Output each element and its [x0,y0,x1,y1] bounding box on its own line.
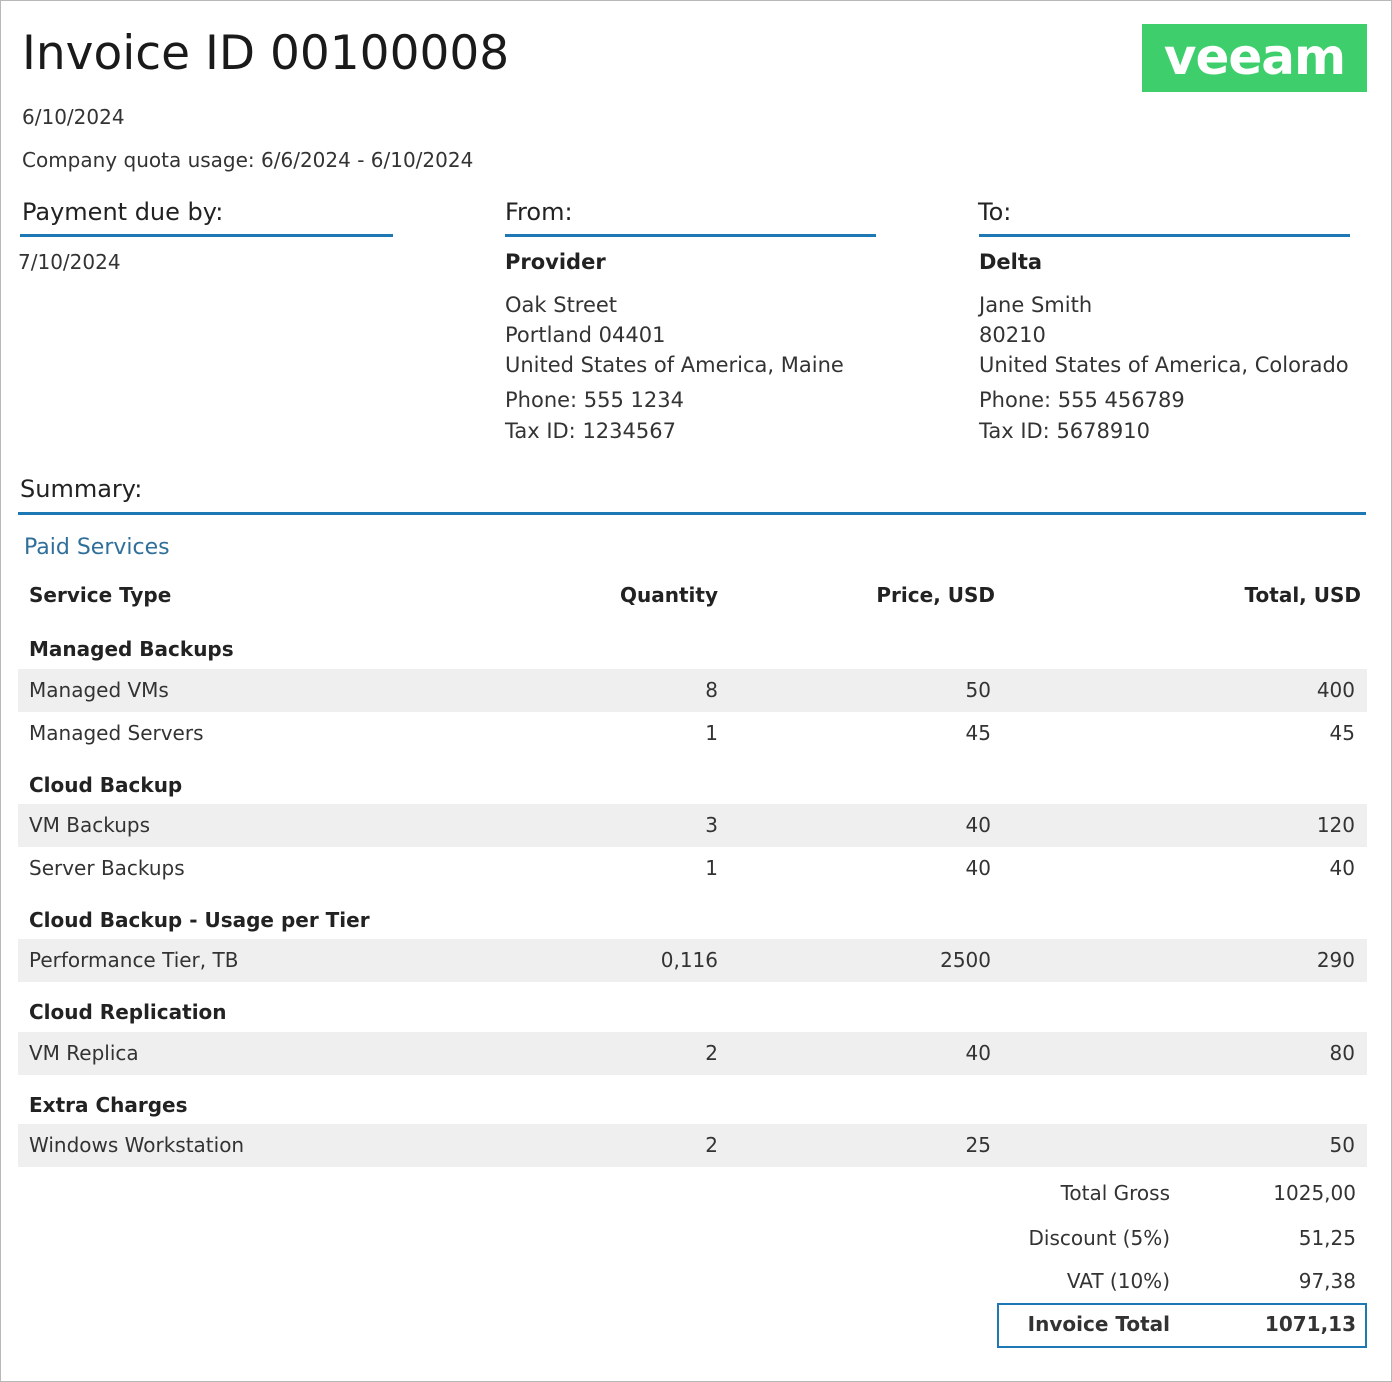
row-service: Managed VMs [29,678,169,702]
row-price: 40 [965,813,991,837]
col-quantity: Quantity [620,583,718,607]
to-phone: Phone: 555 456789 [979,388,1185,412]
row-service: Managed Servers [29,721,204,745]
row-price: 45 [965,721,991,745]
to-contact: Jane Smith [979,293,1093,317]
row-total: 45 [1329,721,1355,745]
total-gross-value: 1025,00 [1273,1181,1356,1205]
row-total: 120 [1316,813,1355,837]
group-heading: Cloud Backup - Usage per Tier [29,908,370,932]
payment-rule [20,234,393,237]
quota-usage: Company quota usage: 6/6/2024 - 6/10/2024 [22,148,474,172]
to-rule [979,234,1350,237]
row-quantity: 8 [705,678,718,702]
invoice-total-label: Invoice Total [1027,1312,1170,1336]
from-street: Oak Street [505,293,618,317]
group-heading: Cloud Replication [29,1000,227,1024]
row-price: 40 [965,856,991,880]
group-heading: Extra Charges [29,1093,188,1117]
paid-services-title: Paid Services [24,535,170,560]
row-quantity: 0,116 [660,948,718,972]
vat-label: VAT (10%) [1066,1269,1170,1293]
row-quantity: 3 [705,813,718,837]
row-quantity: 2 [705,1041,718,1065]
discount-value: 51,25 [1298,1226,1356,1250]
from-rule [505,234,876,237]
row-total: 40 [1329,856,1355,880]
row-total: 50 [1329,1133,1355,1157]
col-price: Price, USD [876,583,995,607]
to-region: United States of America, Colorado [979,353,1349,377]
row-price: 2500 [940,948,991,972]
row-price: 25 [965,1133,991,1157]
group-heading: Cloud Backup [29,773,183,797]
from-region: United States of America, Maine [505,353,844,377]
row-price: 50 [965,678,991,702]
row-quantity: 1 [705,721,718,745]
row-quantity: 2 [705,1133,718,1157]
discount-label: Discount (5%) [1028,1226,1170,1250]
row-service: VM Backups [29,813,151,837]
total-gross-label: Total Gross [1060,1181,1170,1205]
summary-rule [18,512,1366,515]
vat-value: 97,38 [1298,1269,1356,1293]
to-zip: 80210 [979,323,1046,347]
col-service-type: Service Type [29,583,172,607]
col-total: Total, USD [1244,583,1361,607]
row-service: VM Replica [29,1041,139,1065]
from-name: Provider [505,250,606,274]
row-price: 40 [965,1041,991,1065]
to-tax-id: Tax ID: 5678910 [979,419,1150,443]
row-total: 290 [1316,948,1355,972]
invoice-date: 6/10/2024 [22,105,125,129]
row-total: 400 [1316,678,1355,702]
row-quantity: 1 [705,856,718,880]
veeam-logo: veeam [1142,24,1367,92]
invoice-total-value: 1071,13 [1264,1312,1356,1336]
row-service: Performance Tier, TB [29,948,239,972]
row-service: Server Backups [29,856,185,880]
from-heading: From: [505,198,573,226]
invoice-title: Invoice ID 00100008 [22,26,510,81]
payment-heading: Payment due by: [22,198,224,226]
to-name: Delta [979,250,1043,274]
payment-date: 7/10/2024 [18,250,121,274]
row-total: 80 [1329,1041,1355,1065]
summary-heading: Summary: [20,475,143,503]
group-heading: Managed Backups [29,637,234,661]
from-city: Portland 04401 [505,323,666,347]
row-service: Windows Workstation [29,1133,245,1157]
from-phone: Phone: 555 1234 [505,388,685,412]
from-tax-id: Tax ID: 1234567 [505,419,676,443]
to-heading: To: [978,198,1012,226]
